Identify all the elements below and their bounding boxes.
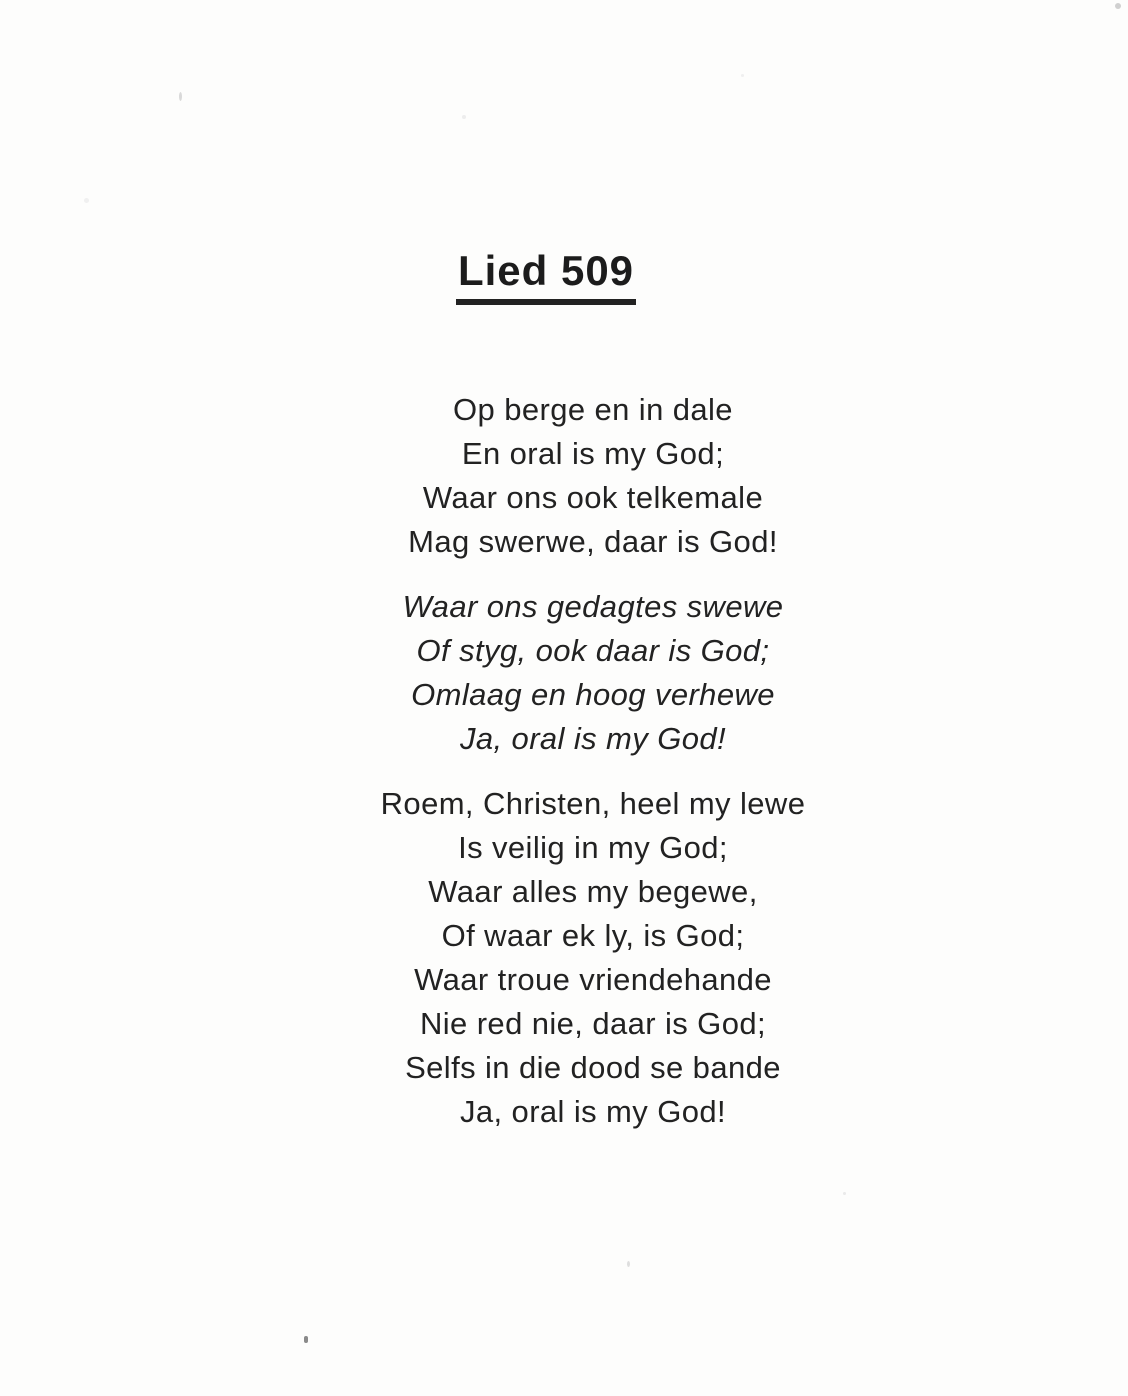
poem-line: Waar ons ook telkemale xyxy=(422,480,764,515)
poem-line: Mag swerwe, daar is God! xyxy=(408,524,778,559)
scan-speck xyxy=(179,92,182,101)
poem-line: Selfs in die dood se bande xyxy=(405,1050,781,1085)
page-title xyxy=(0,247,1128,305)
scan-speck xyxy=(627,1261,630,1267)
poem-line: En oral is my God; xyxy=(461,436,725,471)
scan-speck xyxy=(741,74,744,77)
poem-line: Omlaag en hoog verhewe xyxy=(411,677,775,712)
scan-speck xyxy=(84,198,89,203)
scan-speck xyxy=(843,1192,846,1195)
poem-line: Waar ons gedagtes swewe xyxy=(402,589,784,624)
stanza xyxy=(29,388,1128,564)
poem-line: Of waar ek ly, is God; xyxy=(441,918,745,953)
poem-line: Op berge en in dale xyxy=(453,392,733,427)
scan-speck xyxy=(1115,3,1121,9)
scan-speck xyxy=(462,115,466,119)
poem-line: Ja, oral is my God! xyxy=(459,721,726,756)
poem xyxy=(29,388,1128,1155)
stanza xyxy=(29,782,1128,1134)
page-title-text: Lied 509 xyxy=(456,250,636,305)
poem-line: Waar alles my begewe, xyxy=(428,874,758,909)
poem-line: Waar troue vriendehande xyxy=(414,962,772,997)
scan-speck xyxy=(304,1336,308,1343)
poem-line: Of styg, ook daar is God; xyxy=(416,633,770,668)
poem-line: Nie red nie, daar is God; xyxy=(419,1006,766,1041)
poem-line: Ja, oral is my God! xyxy=(459,1094,726,1129)
stanza xyxy=(29,585,1128,761)
poem-line: Roem, Christen, heel my lewe xyxy=(380,786,806,821)
poem-line: Is veilig in my God; xyxy=(458,830,728,865)
